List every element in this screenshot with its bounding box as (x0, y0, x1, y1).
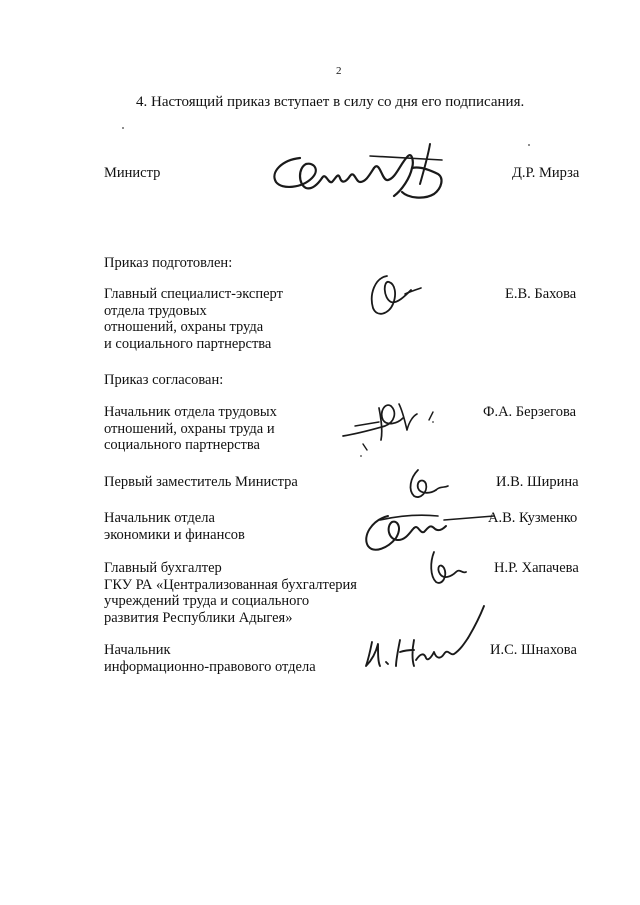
khapacheva-position-line: развития Республики Адыгея» (104, 609, 293, 626)
bakhova-signature (365, 270, 425, 322)
prepared-name: Е.В. Бахова (505, 286, 577, 302)
prepared-position-line: отношений, охраны труда (104, 319, 264, 335)
berzegova-position-line: социального партнерства (104, 437, 260, 453)
kuzmenko-position (104, 510, 245, 543)
scan-speck (432, 421, 434, 423)
shnakhova-name: И.С. Шнахова (490, 642, 577, 658)
berzegova-position (104, 404, 277, 454)
prepared-position-line: и социального партнерства (104, 335, 272, 352)
approved-heading: Приказ согласован: (104, 372, 224, 388)
khapacheva-position-line: ГКУ РА «Централизованная бухгалтерия (104, 576, 357, 593)
scan-speck (528, 144, 530, 146)
shirina-position-line: Первый заместитель Министра (104, 474, 298, 490)
prepared-position-line: отдела трудовых (104, 302, 207, 319)
khapacheva-position-line: учреждений труда и социального (104, 593, 310, 609)
prepared-heading: Приказ подготовлен: (104, 255, 233, 271)
prepared-position-line: Главный специалист-эксперт (104, 286, 283, 302)
shnakhova-position-line: информационно-правового отдела (104, 658, 316, 675)
berzegova-position-line: отношений, охраны труда и (104, 420, 275, 437)
khapacheva-position-line: Главный бухгалтер (104, 560, 222, 576)
khapacheva-signature (422, 546, 472, 590)
shnakhova-position-line: Начальник (104, 642, 171, 658)
minister-title: Министр (104, 165, 161, 181)
minister-name: Д.Р. Мирза (512, 165, 580, 181)
khapacheva-name: Н.Р. Хапачева (494, 560, 579, 576)
kuzmenko-position-line: экономики и финансов (104, 526, 245, 543)
page-number: 2 (336, 65, 342, 77)
khapacheva-position (104, 560, 357, 626)
prepared-position (104, 286, 283, 352)
berzegova-name: Ф.А. Берзегова (483, 404, 577, 420)
shnakhova-position (104, 642, 316, 675)
shirina-name: И.В. Ширина (496, 474, 579, 490)
order-clause-4: 4. Настоящий приказ вступает в силу со дня его подписания. (136, 94, 525, 110)
berzegova-position-line: Начальник отдела трудовых (104, 404, 277, 420)
scan-speck (360, 455, 362, 457)
kuzmenko-position-line: Начальник отдела (104, 510, 215, 526)
berzegova-signature (335, 392, 445, 454)
minister-signature (262, 138, 452, 210)
kuzmenko-name: А.В. Кузменко (488, 510, 578, 526)
shirina-position (104, 474, 298, 491)
shnakhova-signature (360, 600, 490, 682)
scan-speck (122, 127, 124, 129)
